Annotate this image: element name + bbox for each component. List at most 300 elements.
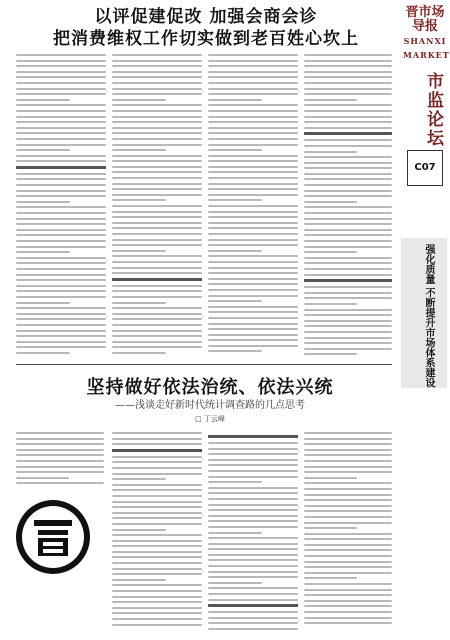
text-line <box>304 583 392 585</box>
text-line <box>208 526 298 528</box>
text-line <box>304 218 392 220</box>
text-line <box>304 555 392 557</box>
text-line <box>304 449 392 451</box>
text-line <box>16 82 106 84</box>
text-line <box>208 227 298 229</box>
text-line <box>208 65 298 67</box>
article1-column-4 <box>304 54 392 359</box>
text-line <box>16 218 106 220</box>
article1-column-2 <box>112 54 202 357</box>
text-line <box>304 320 392 322</box>
text-line <box>208 222 298 224</box>
text-line <box>112 183 202 185</box>
text-line <box>16 274 106 276</box>
text-line <box>112 467 202 469</box>
text-line <box>112 116 202 118</box>
text-line <box>208 60 298 62</box>
text-line <box>208 587 298 589</box>
text-line <box>208 267 298 269</box>
text-line <box>112 501 202 503</box>
text-line <box>112 506 202 508</box>
text-line <box>112 529 166 531</box>
text-line <box>208 345 298 347</box>
text-line <box>112 551 202 553</box>
text-line <box>304 268 392 270</box>
text-line <box>208 350 262 352</box>
text-line <box>304 246 392 248</box>
article1-column-3 <box>208 54 298 356</box>
text-line <box>208 127 298 129</box>
text-line <box>112 239 202 241</box>
text-line <box>16 257 106 259</box>
text-line <box>112 534 202 536</box>
text-line <box>16 116 106 118</box>
text-line <box>16 184 106 186</box>
text-line <box>112 489 202 491</box>
text-line <box>208 166 298 168</box>
text-line <box>112 250 166 252</box>
masthead-logo-sub: SHANXI MARKET <box>403 36 450 60</box>
text-line <box>208 435 298 438</box>
text-line <box>208 554 298 556</box>
text-line <box>304 93 392 95</box>
text-line <box>208 171 298 173</box>
text-line <box>16 190 106 192</box>
text-line <box>304 212 392 214</box>
text-line <box>208 295 298 297</box>
text-line <box>304 605 392 607</box>
text-line <box>208 188 298 190</box>
text-line <box>304 229 392 231</box>
text-line <box>112 473 202 475</box>
text-line <box>112 461 202 463</box>
text-line <box>304 286 392 288</box>
text-line <box>112 211 202 213</box>
text-line <box>112 160 202 162</box>
text-line <box>112 227 202 229</box>
text-line <box>304 516 392 518</box>
text-line <box>304 443 392 445</box>
text-line <box>16 206 106 208</box>
text-line <box>112 556 202 558</box>
text-line <box>208 110 298 112</box>
text-line <box>112 335 202 337</box>
text-line <box>208 211 298 213</box>
text-line <box>112 573 202 575</box>
text-line <box>208 476 298 478</box>
text-line <box>112 352 166 354</box>
text-line <box>16 160 106 162</box>
text-line <box>208 487 298 489</box>
slogan-text: 强化质量 不断提升市场体系建设 <box>423 244 434 388</box>
text-line <box>112 65 202 67</box>
text-line <box>304 116 392 118</box>
text-line <box>16 477 69 479</box>
text-line <box>208 93 298 95</box>
text-line <box>208 599 298 601</box>
text-line <box>112 285 202 287</box>
text-line <box>208 470 298 472</box>
text-line <box>304 139 392 141</box>
text-line <box>304 151 357 153</box>
text-line <box>16 65 106 67</box>
section-title: 市监论坛 <box>423 72 443 148</box>
text-line <box>304 454 392 456</box>
text-line <box>112 341 202 343</box>
text-line <box>208 88 298 90</box>
text-line <box>304 460 392 462</box>
text-line <box>208 448 298 450</box>
text-line <box>208 548 298 550</box>
text-line <box>16 212 106 214</box>
text-line <box>304 156 392 158</box>
text-line <box>304 132 392 135</box>
text-line <box>112 267 202 269</box>
text-line <box>304 297 392 299</box>
text-line <box>112 99 166 101</box>
text-line <box>304 577 357 579</box>
text-line <box>304 167 392 169</box>
text-line <box>208 628 298 630</box>
text-line <box>112 272 202 274</box>
text-line <box>208 71 298 73</box>
text-line <box>112 318 202 320</box>
text-line <box>16 302 70 304</box>
text-line <box>16 60 106 62</box>
text-line <box>112 484 202 486</box>
text-line <box>112 324 202 326</box>
text-line <box>304 527 357 529</box>
text-line <box>304 82 392 84</box>
text-line <box>112 104 202 106</box>
text-line <box>112 346 202 348</box>
text-line <box>304 561 392 563</box>
text-line <box>304 251 357 253</box>
text-line <box>16 352 70 354</box>
text-line <box>208 205 298 207</box>
article2-column-1 <box>16 432 104 488</box>
text-line <box>112 624 202 626</box>
text-line <box>208 582 262 584</box>
text-line <box>208 99 262 101</box>
text-line <box>304 533 392 535</box>
text-line <box>112 512 202 514</box>
text-line <box>208 537 298 539</box>
text-line <box>208 300 262 302</box>
text-line <box>208 54 298 56</box>
text-line <box>16 346 106 348</box>
text-line <box>304 499 392 501</box>
text-line <box>304 438 392 440</box>
article2-subtitle: ——浅谈走好新时代统计调查路的几点思考 <box>115 400 305 411</box>
text-line <box>112 244 202 246</box>
text-line <box>112 438 202 440</box>
text-line <box>304 71 392 73</box>
text-line <box>16 262 106 264</box>
text-line <box>16 178 106 180</box>
text-line <box>16 127 106 129</box>
text-line <box>112 171 202 173</box>
text-line <box>208 239 298 241</box>
text-line <box>112 432 202 434</box>
article-divider <box>16 364 392 365</box>
text-line <box>208 233 298 235</box>
text-line <box>112 596 202 598</box>
text-line <box>208 543 298 545</box>
text-line <box>208 261 298 263</box>
text-line <box>16 438 104 440</box>
text-line <box>112 290 202 292</box>
text-line <box>208 481 262 483</box>
text-line <box>112 132 202 134</box>
text-line <box>304 309 392 311</box>
text-line <box>112 177 202 179</box>
text-line <box>304 292 392 294</box>
text-line <box>112 540 202 542</box>
article1-headline-line2: 把消费维权工作切实做到老百姓心坎上 <box>53 29 359 49</box>
text-line <box>304 303 357 305</box>
text-line <box>16 144 106 146</box>
text-line <box>304 162 392 164</box>
text-line <box>16 251 70 253</box>
text-line <box>112 88 202 90</box>
text-line <box>304 195 392 197</box>
text-line <box>208 498 298 500</box>
text-line <box>304 617 392 619</box>
text-line <box>208 622 298 624</box>
text-line <box>16 121 106 123</box>
text-line <box>304 99 357 101</box>
text-line <box>304 314 392 316</box>
text-line <box>208 565 298 567</box>
text-line <box>16 279 106 281</box>
text-line <box>304 104 392 106</box>
text-line <box>16 195 106 197</box>
text-line <box>208 82 298 84</box>
text-line <box>16 449 104 451</box>
text-line <box>304 121 392 123</box>
text-line <box>304 342 392 344</box>
text-line <box>112 149 166 151</box>
text-line <box>208 459 298 461</box>
text-line <box>16 76 106 78</box>
text-line <box>112 261 202 263</box>
text-line <box>112 579 166 581</box>
text-line <box>16 155 106 157</box>
text-line <box>16 290 106 292</box>
text-line <box>208 593 298 595</box>
text-line <box>112 307 202 309</box>
text-line <box>16 324 106 326</box>
text-line <box>304 65 392 67</box>
text-line <box>208 571 298 573</box>
text-line <box>208 559 298 561</box>
text-line <box>208 149 262 151</box>
text-line <box>208 132 298 134</box>
text-line <box>112 495 202 497</box>
text-line <box>304 76 392 78</box>
text-line <box>304 127 392 129</box>
text-line <box>304 488 392 490</box>
text-line <box>208 255 298 257</box>
text-line <box>112 205 202 207</box>
text-line <box>208 116 298 118</box>
text-line <box>208 492 298 494</box>
text-line <box>112 216 202 218</box>
text-line <box>112 54 202 56</box>
text-line <box>304 184 392 186</box>
text-line <box>112 155 202 157</box>
text-line <box>208 317 298 319</box>
text-line <box>16 104 106 106</box>
text-line <box>304 348 392 350</box>
text-line <box>304 572 392 574</box>
text-line <box>208 617 298 619</box>
text-line <box>208 509 298 511</box>
seal-logo-icon <box>14 498 92 576</box>
text-line <box>112 233 202 235</box>
text-line <box>304 477 357 479</box>
text-line <box>112 166 202 168</box>
text-line <box>208 604 298 607</box>
text-line <box>208 104 298 106</box>
text-line <box>208 155 298 157</box>
text-line <box>16 201 70 203</box>
text-line <box>208 328 298 330</box>
text-line <box>208 278 298 280</box>
text-line <box>304 262 392 264</box>
text-line <box>208 121 298 123</box>
text-line <box>304 566 392 568</box>
text-line <box>208 250 262 252</box>
text-line <box>208 515 298 517</box>
text-line <box>112 76 202 78</box>
text-line <box>208 306 298 308</box>
text-line <box>112 121 202 123</box>
text-line <box>304 589 392 591</box>
text-line <box>16 466 104 468</box>
text-line <box>304 353 357 355</box>
text-line <box>208 289 298 291</box>
text-line <box>16 229 106 231</box>
text-line <box>304 257 392 259</box>
text-line <box>112 601 202 603</box>
text-line <box>208 216 298 218</box>
text-line <box>16 460 104 462</box>
text-line <box>304 60 392 62</box>
text-line <box>16 313 106 315</box>
text-line <box>112 584 202 586</box>
text-line <box>16 268 106 270</box>
text-line <box>112 607 202 609</box>
text-line <box>112 517 202 519</box>
text-line <box>208 199 262 201</box>
text-line <box>208 339 298 341</box>
text-line <box>16 307 106 309</box>
text-line <box>208 272 298 274</box>
text-line <box>208 442 298 444</box>
text-line <box>208 504 298 506</box>
text-line <box>304 325 392 327</box>
text-line <box>16 110 106 112</box>
text-line <box>16 149 70 151</box>
text-line <box>304 594 392 596</box>
text-line <box>112 93 202 95</box>
text-line <box>304 110 392 112</box>
text-line <box>304 178 392 180</box>
text-line <box>112 71 202 73</box>
text-line <box>208 194 298 196</box>
text-line <box>112 188 202 190</box>
text-line <box>208 311 298 313</box>
text-line <box>16 240 106 242</box>
text-line <box>304 274 392 276</box>
text-line <box>16 318 106 320</box>
text-line <box>16 234 106 236</box>
text-line <box>112 296 202 298</box>
text-line <box>112 618 202 620</box>
text-line <box>208 138 298 140</box>
text-line <box>16 246 106 248</box>
text-line <box>112 110 202 112</box>
text-line <box>304 471 392 473</box>
text-line <box>304 482 392 484</box>
text-line <box>16 471 104 473</box>
text-line <box>208 520 298 522</box>
text-line <box>304 611 392 613</box>
text-line <box>112 545 202 547</box>
text-line <box>304 505 392 507</box>
page-number: C07 <box>407 150 443 186</box>
text-line <box>16 88 106 90</box>
text-line <box>112 255 202 257</box>
text-line <box>16 335 106 337</box>
text-line <box>304 544 392 546</box>
text-line <box>304 88 392 90</box>
article1-headline-line1: 以评促建促改 加强会商会诊 <box>94 7 318 27</box>
text-line <box>16 296 106 298</box>
text-line <box>16 71 106 73</box>
text-line <box>304 510 392 512</box>
text-line <box>112 330 202 332</box>
text-line <box>304 206 392 208</box>
text-line <box>304 279 392 282</box>
text-line <box>304 331 392 333</box>
text-line <box>208 283 298 285</box>
text-line <box>304 173 392 175</box>
text-line <box>304 201 357 203</box>
text-line <box>208 453 298 455</box>
text-line <box>112 278 202 281</box>
text-line <box>112 199 166 201</box>
text-line <box>112 590 202 592</box>
article2-column-2 <box>112 432 202 629</box>
text-line <box>16 99 70 101</box>
text-line <box>112 568 202 570</box>
text-line <box>304 538 392 540</box>
article2-column-3 <box>208 432 298 634</box>
text-line <box>16 443 104 445</box>
text-line <box>16 223 106 225</box>
text-line <box>16 482 104 484</box>
text-line <box>112 456 202 458</box>
text-line <box>16 93 106 95</box>
text-line <box>16 285 106 287</box>
text-line <box>16 454 104 456</box>
text-line <box>304 549 392 551</box>
text-line <box>208 144 298 146</box>
article2-byline: □ 丁云峰 <box>195 415 225 423</box>
